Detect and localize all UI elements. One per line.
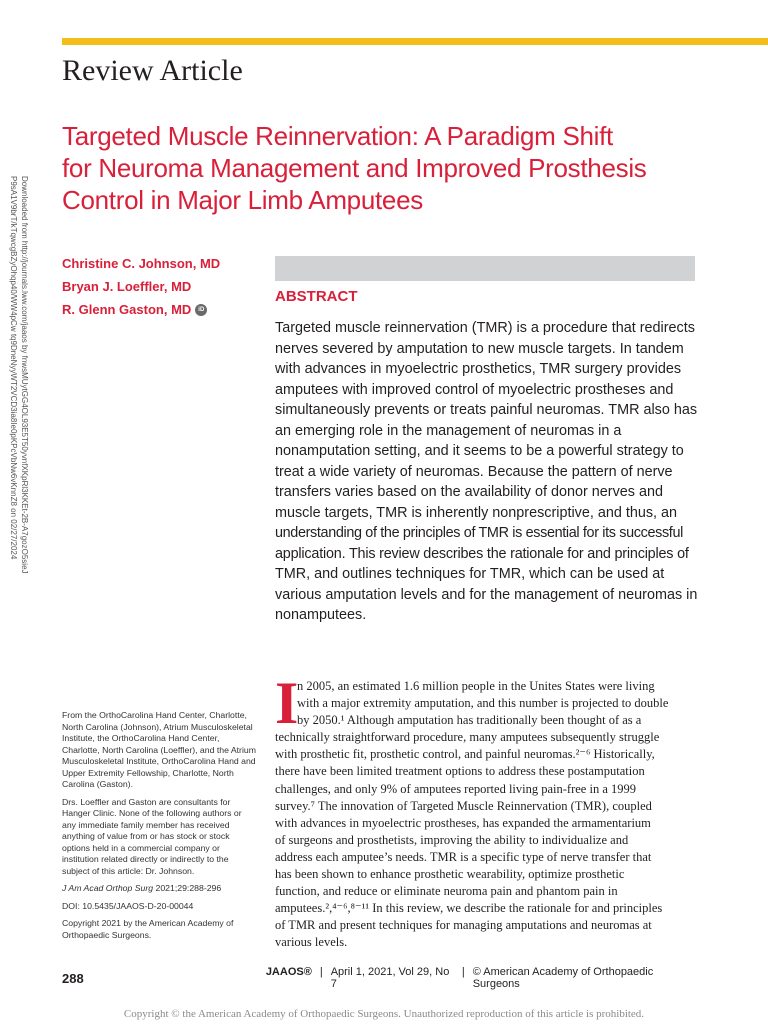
abstract-line: with advances in myoelectric prosthetics, TMR surgery provides: [275, 361, 682, 377]
citation-details: 2021;29:288-296: [153, 883, 222, 893]
author-name: Christine C. Johnson, MD: [62, 256, 221, 271]
author-list: [62, 252, 220, 321]
abstract-line: transfers varies based on the availability of donor nerves and: [275, 484, 663, 500]
orcid-icon[interactable]: iD: [195, 304, 207, 316]
body-line: function, and reduce or eliminate neuroma pain and phantom pain in: [275, 884, 618, 899]
body-line: amputees.²,⁴⁻⁶,⁸⁻¹¹ In this review, we describe the rationale for and principles: [275, 901, 663, 916]
watermark-line-2: P9sA1V9brT/kTqwcgBZyOhqp40/WW4pCw tq9DneNyyWT2VCD3ia8Ie0pKPcVbNw6vKnnZ8 on 02/27/2024: [9, 176, 18, 560]
abstract-line: nonamputation setting, and it seems to be a powerful strategy to: [275, 443, 684, 459]
abstract-heading: ABSTRACT: [275, 288, 358, 305]
title-line-2: for Neuroma Management and Improved Prosthesis: [62, 153, 647, 183]
body-line: has been shown to enhance prosthetic wearability, optimize prosthetic: [275, 867, 625, 882]
article-notes: [62, 710, 257, 947]
intro-paragraph: [275, 670, 695, 952]
abstract-line: an emerging role in the management of neuromas in a: [275, 422, 622, 439]
doi-note[interactable]: DOI: 10.5435/JAAOS-D-20-00044: [62, 900, 194, 911]
body-line: survey.⁷ The innovation of Targeted Muscle Reinnervation (TMR), coupled: [275, 798, 652, 813]
publisher-info: © American Academy of Orthopaedic Surgeons: [472, 966, 654, 990]
body-line: technically straightforward procedure, many amputees subsequently struggle: [275, 730, 660, 745]
author-item: [62, 275, 220, 298]
abstract-line: nerves severed by amputation to new muscle targets. In tandem: [275, 340, 684, 357]
download-watermark: [4, 176, 36, 636]
body-line: various levels.: [275, 935, 348, 950]
author-item: [62, 298, 220, 321]
author-name: R. Glenn Gaston, MD: [62, 302, 192, 317]
body-line: there have been limited treatment options to address these postamputation: [275, 764, 645, 779]
abstract-line: nonamputees.: [275, 607, 367, 623]
abstract-line: amputees with improved control of myoelectric prostheses and: [275, 381, 674, 398]
body-line: of surgeons and prosthetists, improving the ability to individualize and: [275, 832, 629, 847]
page-footer: [62, 966, 695, 990]
abstract-body: [275, 318, 698, 626]
title-line-3: Control in Major Limb Amputees: [62, 185, 423, 215]
title-line-1: Targeted Muscle Reinnervation: A Paradigm Shift: [62, 121, 613, 151]
citation-journal: J Am Acad Orthop Surg: [62, 883, 154, 893]
top-accent-bar: [62, 38, 768, 45]
body-line: of TMR and present techniques for managing amputations and neuromas at: [275, 918, 652, 933]
body-line: n 2005, an estimated 1.6 million people in the Unites States were living: [297, 679, 655, 693]
footer-separator: |: [319, 966, 323, 978]
article-title: [62, 120, 722, 216]
abstract-line: treat a wide variety of neuromas. Because the pattern of nerve: [275, 463, 673, 480]
body-line: with a major extremity amputation, and this number is projected to double: [297, 696, 669, 711]
drop-cap: I: [275, 670, 299, 736]
copyright-notice: Copyright © the American Academy of Orthopaedic Surgeons. Unauthorized reproduction of this article is prohibited.: [123, 1008, 645, 1020]
copyright-note: Copyright 2021 by the American Academy of Orthopaedic Surgeons.: [62, 918, 234, 940]
abstract-line: simultaneously prevents or treats painful neuromas. TMR also has: [275, 402, 698, 418]
abstract-line: various amputation levels and for the management of neuromas in: [275, 586, 698, 603]
footer-info: [266, 966, 695, 990]
page-number: 288: [62, 970, 84, 986]
watermark-line-1: Downloaded from http://journals.lww.com/jaaos by fnwsMUytGG4OL93E5T50yvnfXKpRl3KKEt-2B-A7gozO5sieJ: [20, 176, 29, 574]
body-line: with advances in myoelectric prostheses, has expanded the armamentarium: [275, 815, 651, 830]
body-line: by 2050.¹ Although amputation has traditionally been thought of as a: [297, 713, 642, 728]
footer-separator: |: [461, 966, 465, 978]
abstract-line: understanding of the principles of TMR is essential for its successful: [275, 525, 683, 541]
abstract-line: TMR, and outlines techniques for TMR, which can be used at: [275, 566, 665, 582]
author-item: [62, 252, 220, 275]
body-line: challenges, and only 9% of amputees reported living pain-free in a 1999: [275, 781, 636, 796]
disclosure-note: Drs. Loeffler and Gaston are consultants for Hanger Clinic. None of the following authors or any immediate family member has received anything of value from or has stock or stock options held in a commercial company or institution related directly or indirectly to the subject of this article: Dr. Johnson.: [62, 796, 242, 876]
abstract-line: application. This review describes the rationale for and principles of: [275, 545, 689, 562]
body-line: address each amputee’s needs. TMR is a specific type of nerve transfer that: [275, 849, 652, 864]
issue-info: April 1, 2021, Vol 29, No 7: [330, 966, 450, 990]
body-line: with prosthetic fit, prosthetic control, and painful neuromas.²⁻⁶ Historically,: [275, 747, 655, 762]
journal-name: JAAOS®: [265, 966, 312, 978]
section-label: Review Article: [62, 54, 243, 87]
citation-note: [62, 883, 257, 895]
affiliation-note: From the OrthoCarolina Hand Center, Charlotte, North Carolina (Johnson), Atrium Musculoskeletal Institute, the OrthoCarolina Hand Center, Charlotte, North Carolina (Loeffler), and the Atrium Musculoskeletal Institute, OrthoCarolina Hand and Upper Extremity Fellowship, Charlotte, North Carolina (Gaston).: [62, 710, 256, 789]
abstract-line: Targeted muscle reinnervation (TMR) is a procedure that redirects: [275, 320, 695, 336]
abstract-line: muscle targets, TMR is inherently nonprescriptive, and thus, an: [275, 504, 678, 521]
abstract-banner: [275, 256, 695, 281]
author-name: Bryan J. Loeffler, MD: [62, 279, 192, 294]
